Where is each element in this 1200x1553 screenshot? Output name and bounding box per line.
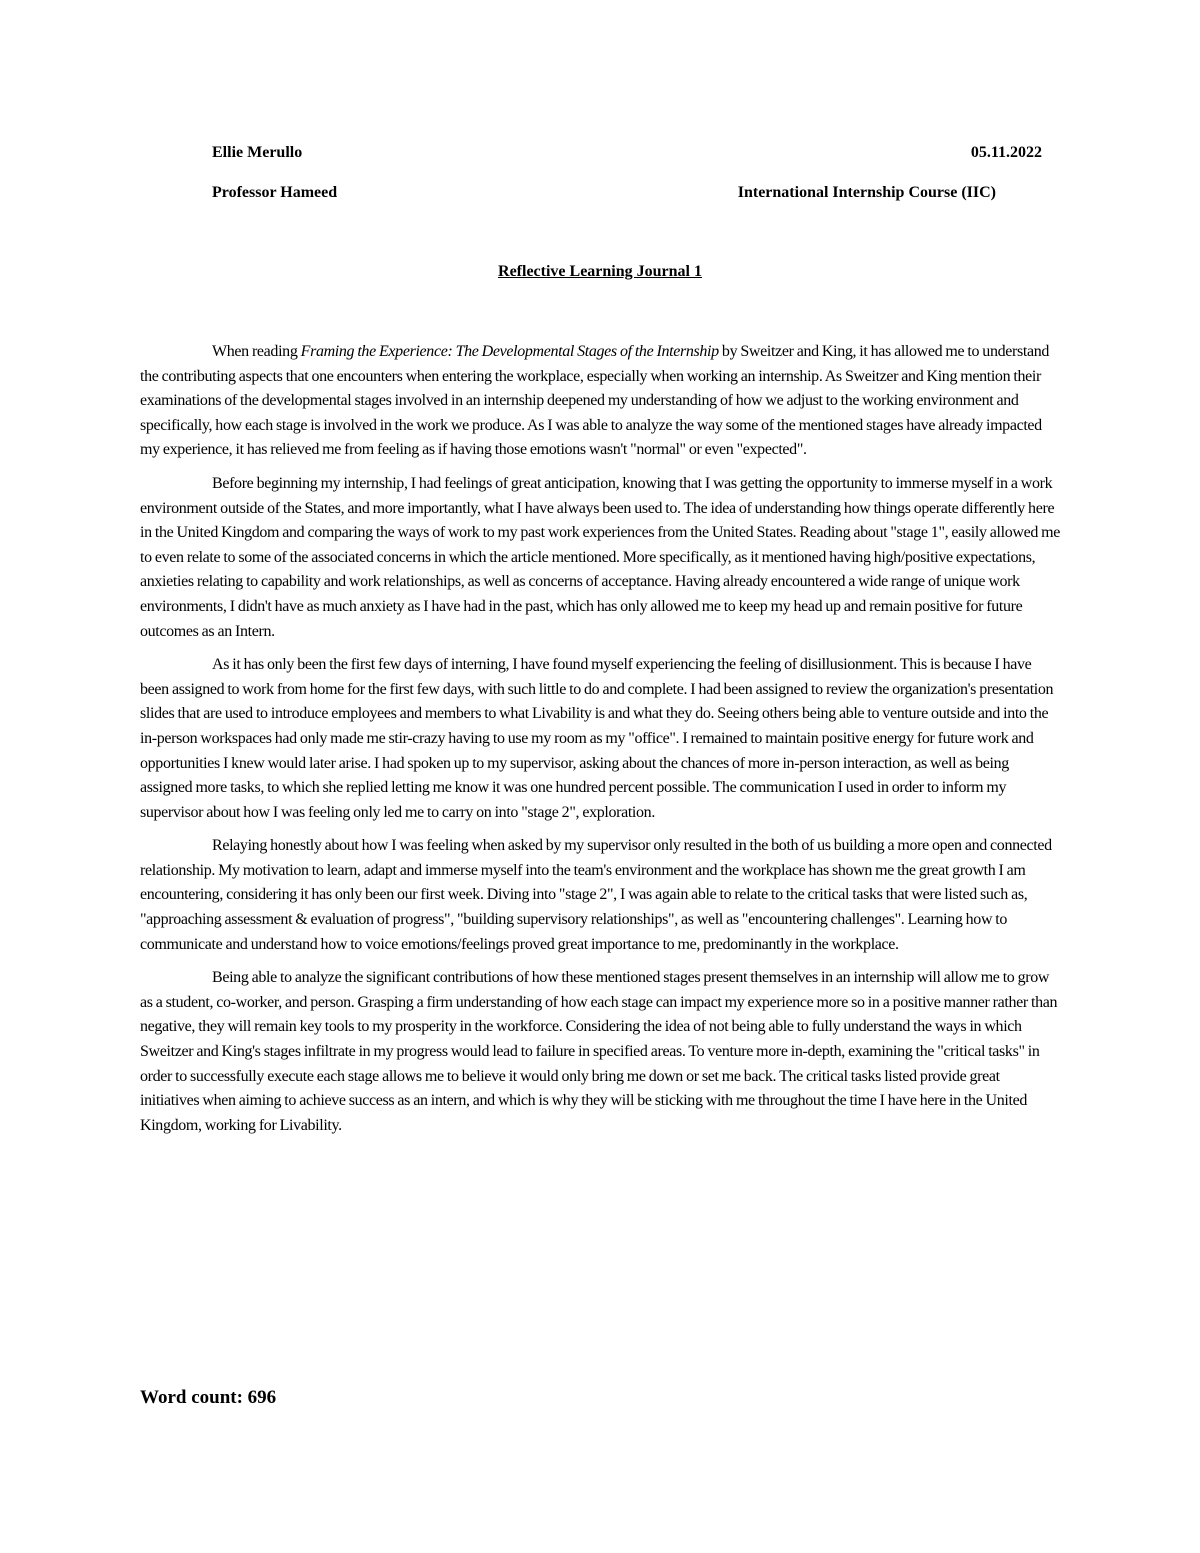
course-name: International Internship Course (IIC) (737, 184, 996, 201)
paragraph-2: Before beginning my internship, I had feelings of great anticipation, knowing that I was getting the opportunity to immerse myself in a work environment outside of the States, and more importantly, what I have always been used to. The idea of understanding how things operate differently here in the United Kingdom and comparing the ways of work to my past work experiences from the United States. Reading about "stage 1", easily allowed me to even relate to some of the associated concerns in which the article mentioned. More specifically, as it mentioned having high/positive expectations, anxieties relating to capability and work relationships, as well as concerns of acceptance. Having already encountered a wide range of unique work environments, I didn't have as much anxiety as I have had in the past, which has only allowed me to keep my head up and remain positive for future outcomes as an Intern. (140, 474, 1060, 640)
document-date: 05.11.2022 (970, 144, 1042, 161)
paragraph-1-lead: When reading (212, 343, 301, 360)
paragraph-1-rest: by Sweitzer and King, it has allowed me to understand the contributing aspects that one encounters when entering the workplace, especially when working an internship. As Sweitzer and King mention their examinations of the developmental stages involved in an internship deepened my understanding of how we adjust to the working environment and specifically, how each stage is involved in the work we produce. As I was able to analyze the way some of the mentioned stages have already impacted my experience, it has relieved me from feeling as if having those emotions wasn't "normal" or even "expected". (140, 343, 1050, 459)
document-body (140, 340, 1062, 1147)
paragraph-1 (140, 340, 1062, 463)
professor-name: Professor Hameed (212, 184, 338, 201)
word-count: Word count: 696 (140, 1387, 277, 1408)
paragraph-3: As it has only been the first few days of interning, I have found myself experiencing the feeling of disillusionment. This is because I have been assigned to work from home for the first few days, with such little to do and complete. I had been assigned to review the organization's presentation slides that are used to introduce employees and members to what Livability is and what they do. Seeing others being able to venture outside and into the in-person workspaces had only made me stir-crazy having to use my room as my "office". I remained to maintain positive energy for future work and opportunities I knew would later arise. I had spoken up to my supervisor, asking about the chances of more in-person interaction, as well as being assigned more tasks, to which she replied letting me know it was one hundred percent possible. The communication I used in order to inform my supervisor about how I was feeling only led me to carry on into "stage 2", exploration. (140, 656, 1054, 821)
paragraph-4: Relaying honestly about how I was feeling when asked by my supervisor only resulted in the both of us building a more open and connected relationship. My motivation to learn, adapt and immerse myself into the team's environment and the workplace has shown me the great growth I am encountering, considering it has only been our first week. Diving into "stage 2", I was again able to relate to the critical tasks that were listed such as, "approaching assessment & evaluation of progress", "building supervisory relationships", as well as "encountering challenges". Learning how to communicate and understand how to voice emotions/feelings proved great importance to me, predominantly in the workplace. (140, 837, 1052, 953)
document-title: Reflective Learning Journal 1 (498, 263, 702, 280)
header-row-author-date (212, 143, 1042, 163)
paragraph-1-book-title: Framing the Experience: The Developmental Stages of the Internship (300, 343, 719, 360)
header-row-professor-course (212, 183, 996, 203)
author-name: Ellie Merullo (212, 144, 303, 161)
paragraph-5: Being able to analyze the significant contributions of how these mentioned stages present themselves in an internship will allow me to grow as a student, co-worker, and person. Grasping a firm understanding of how each stage can impact my experience more so in a positive manner rather than negative, they will remain key tools to my prosperity in the workforce. Considering the idea of not being able to fully understand the ways in which Sweitzer and King's stages infiltrate in my progress would lead to failure in specified areas. To venture more in-depth, examining the "critical tasks" in order to successfully execute each stage allows me to believe it would only bring me down or set me back. The critical tasks listed provide great initiatives when aiming to achieve success as an intern, and which is why they will be sticking with me throughout the time I have here in the United Kingdom, working for Livability. (140, 969, 1058, 1134)
